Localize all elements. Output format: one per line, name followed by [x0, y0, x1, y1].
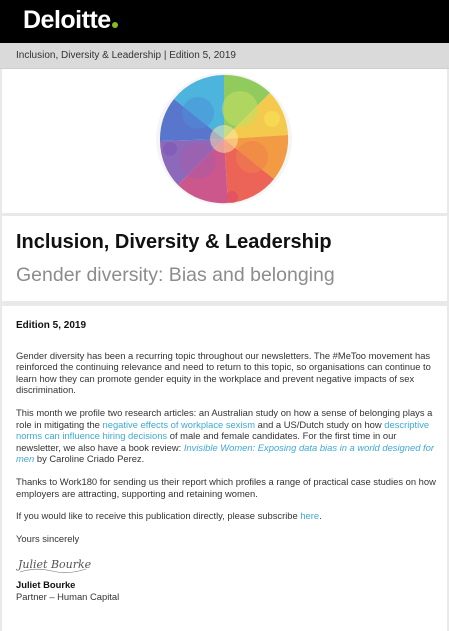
work180-paragraph: Thanks to Work180 for sending us their report which profiles a range of practical case studies on how employers are attracting, supporting and retaining women.: [16, 475, 436, 499]
closing-text: Yours sincerely: [16, 532, 80, 544]
edition-heading: Edition 5, 2019: [16, 320, 87, 331]
author-role: Partner – Human Capital: [16, 590, 120, 602]
text-span: .: [319, 510, 322, 522]
text-span: of male and female candidates. For the first time in our newsletter, we also have a book review:: [16, 430, 397, 453]
signature-text: Juliet Bourke: [18, 558, 92, 572]
deloitte-logo[interactable]: [23, 5, 118, 35]
edition-bar-text: Inclusion, Diversity & Leadership | Edition 5, 2019: [16, 50, 236, 61]
text-span: This month we profile two research articles: an Australian study on how a sense of belonging plays a role in mitigating the: [16, 406, 433, 430]
research-paragraph: [16, 407, 436, 465]
body-content: [16, 320, 436, 603]
hero-image: [2, 69, 447, 213]
invisible-women-link[interactable]: Invisible Women: Exposing data bias in a world designed for men: [16, 441, 434, 465]
text-span: and a US/Dutch study on how: [255, 418, 385, 430]
newsletter-subtitle: Gender diversity: Bias and belonging: [16, 264, 335, 286]
brand-dot-icon: [112, 22, 118, 28]
header-bar: [0, 0, 449, 43]
intro-paragraph: Gender diversity has been a recurring topic throughout our newsletters. The #MeToo movement has reinforced the continuing relevance and need to return to this topic, so organisations can continue to learn how they can promote gender equity in the workplace and prevent negative impacts of sex discrimination.: [16, 349, 431, 396]
edition-bar: [0, 43, 449, 69]
workplace-sexism-link[interactable]: negative effects of workplace sexism: [102, 418, 256, 430]
signature-icon: [16, 550, 96, 576]
brand-name: Deloitte: [23, 6, 111, 34]
text-span: by Caroline Criado Perez.: [34, 453, 145, 465]
author-name: Juliet Bourke: [16, 579, 76, 591]
subscribe-paragraph: [16, 510, 436, 522]
title-section: [2, 216, 447, 301]
hiring-decisions-link[interactable]: descriptive norms can influence hiring decisions: [16, 418, 430, 442]
newsletter-title: Inclusion, Diversity & Leadership: [16, 231, 332, 253]
body-section: [2, 306, 447, 631]
watercolor-circle-icon: [2, 69, 447, 213]
subscribe-link[interactable]: here: [300, 510, 320, 522]
text-span: If you would like to receive this publication directly, please subscribe: [16, 510, 301, 522]
